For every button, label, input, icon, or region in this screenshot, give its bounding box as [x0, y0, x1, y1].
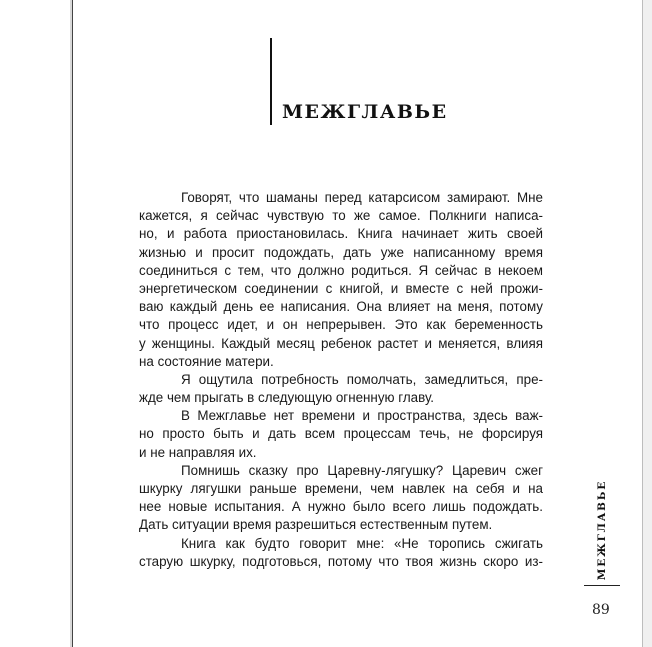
left-page-edge — [70, 0, 72, 647]
right-page-edge — [642, 0, 652, 647]
text-line: Говорят, что шаманы перед катарсисом замирают. Мне — [181, 190, 543, 205]
text-line: Книга как будто говорит мне: «Не торопись сжигать — [181, 535, 543, 551]
text-line: и не направляя их. — [139, 444, 257, 460]
text-line: В Межглавье нет времени и пространства, здесь важ- — [181, 408, 543, 424]
running-head: МЕЖГЛАВЬЕ — [596, 480, 608, 581]
page-number: 89 — [592, 602, 610, 618]
text-line: нее новые испытания. А нужно было всего лишь подождать. — [139, 499, 543, 515]
chapter-title: МЕЖГЛАВЬЕ — [282, 101, 448, 123]
text-line: шкурку лягушки раньше времени, чем навлек на себя и на — [139, 481, 543, 496]
body-text — [139, 189, 543, 571]
text-line: жизнью и просит подождать, дать уже написанному время — [139, 244, 543, 260]
text-line: на состояние матери. — [139, 353, 274, 369]
text-line: что процесс идет, и он непрерывен. Это как беременность — [139, 317, 543, 333]
text-line: Дать ситуации время разрешиться естественным путем. — [139, 517, 493, 533]
text-line: Помнишь сказку про Царевну-лягушку? Царевич сжег — [181, 462, 543, 478]
text-line: старую шкурку, подготовься, потому что твоя жизнь скоро из- — [139, 553, 543, 569]
text-line: энергетическом соединении с книгой, и вместе с ней прожи- — [139, 280, 543, 296]
text-line: Я ощутила потребность помолчать, замедлиться, пре- — [181, 371, 543, 387]
text-line: жде чем прыгать в следующую огненную главу. — [139, 390, 435, 406]
text-line: ваю каждый день ее написания. Она влияет на меня, потому — [139, 299, 543, 315]
text-line: но, и работа приостановилась. Книга начинает жить своей — [139, 226, 543, 242]
text-line: у женщины. Каждый месяц ребенок растет и меняется, влияя — [139, 335, 543, 351]
text-line: кажется, я сейчас чувствую то же самое. Полкниги написа- — [139, 208, 543, 224]
title-vertical-rule — [270, 38, 272, 125]
text-line: но просто быть и дать всем процессам течь, не форсируя — [139, 426, 543, 442]
text-line: соединиться с тем, что должно родиться. Я сейчас в некоем — [139, 262, 543, 278]
footer-rule — [584, 585, 620, 586]
